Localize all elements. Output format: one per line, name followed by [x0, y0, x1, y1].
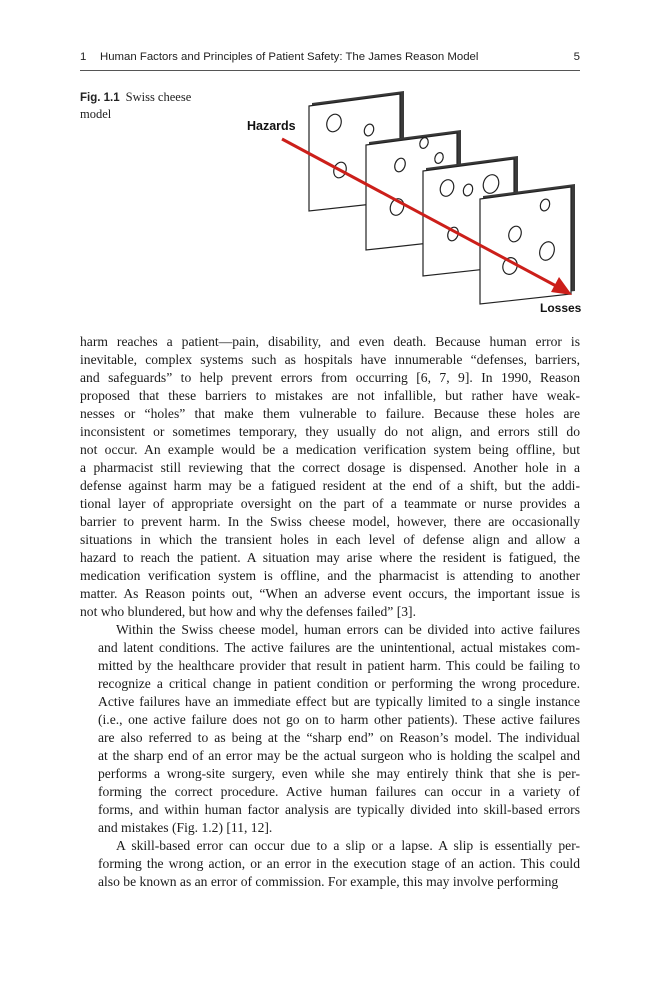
text-line: situations in which the transient holes in each level of defense align and allow a: [80, 532, 580, 547]
header-rule: [80, 70, 580, 71]
text-line: medication verification system is offline, and the pharmacist is attending to another: [80, 568, 580, 583]
paragraph-2: [80, 621, 580, 837]
text-line: forming the correct procedure. Active human failures can occur in a variety of: [98, 784, 580, 799]
text-line: Within the Swiss cheese model, human errors can be divided into active failures: [116, 622, 580, 637]
text-line: and safeguards” to help prevent errors from occurring [6, 7, 9]. In 1990, Reason: [80, 370, 580, 385]
losses-label: Losses: [540, 301, 582, 315]
text-line: recognize a critical change in patient condition or performing the wrong procedure.: [98, 676, 580, 691]
text-line: inevitable, complex systems such as hospitals have innumerable “defenses, barriers,: [80, 352, 580, 367]
chapter-number: 1: [80, 51, 87, 63]
text-line: nesses or “holes” that make them vulnerable to failure. Because these holes are: [80, 406, 580, 421]
chapter-title: Human Factors and Principles of Patient Safety: The James Reason Model: [100, 51, 479, 63]
text-line: matter. As Reason points out, “When an adverse event occurs, the important issue is: [80, 586, 580, 601]
text-line: and latent conditions. The active failures are the unintentional, actual mistakes com-: [98, 640, 580, 655]
text-line: performs a wrong-site surgery, even while she may entirely think that she is per-: [98, 766, 580, 781]
text-line: not who blundered, but how and why the defenses failed” [3].: [80, 604, 416, 619]
text-line: mitted by the healthcare provider that result in patient harm. This could be failing to: [98, 658, 580, 673]
text-line: defense against harm may be a fatigued resident at the end of a shift, but the addi-: [80, 478, 580, 493]
hazards-label: Hazards: [247, 119, 296, 133]
text-line: Active failures have an immediate effect but are typically limited to a single instance: [98, 694, 580, 709]
text-line: and mistakes (Fig. 1.2) [11, 12].: [98, 820, 273, 835]
running-header: [80, 50, 580, 70]
text-line: a pharmacist still reviewing that the correct dosage is dispensed. Another hole in a: [80, 460, 580, 475]
body-text: [80, 333, 580, 891]
text-line: are also referred to as being at the “sharp end” on Reason’s model. The individual: [98, 730, 580, 745]
text-line: (i.e., one active failure does not go on to harm other patients). These active failures: [98, 712, 580, 727]
figure-caption: [80, 89, 205, 122]
text-line: at the sharp end of an error may be the actual surgeon who is holding the scalpel and: [98, 748, 580, 763]
text-line: tional layer of appropriate oversight on the part of a teammate or nurse provides a: [80, 496, 580, 511]
text-line: also be known as an error of commission. For example, this may involve performing: [98, 874, 559, 889]
text-line: barrier to prevent harm. In the Swiss cheese model, however, there are occasionally: [80, 514, 580, 529]
text-line: not occur. An example would be a medication verification system being offline, but: [80, 442, 580, 457]
text-line: A skill-based error can occur due to a slip or a lapse. A slip is essentially per-: [116, 838, 580, 853]
text-line: forming the wrong action, or an error in the execution stage of an action. This could: [98, 856, 580, 871]
paragraph-3: [80, 837, 580, 891]
text-line: harm reaches a patient—pain, disability, and even death. Because human error is: [80, 334, 580, 349]
paragraph-1: [80, 333, 580, 621]
text-line: forms, and within human factor analysis are typically divided into skill-based errors: [98, 802, 580, 817]
figure-caption-text: Swiss cheese model: [80, 90, 192, 121]
text-line: proposed that these barriers to mistakes are not infallible, but rather have weak-: [80, 388, 580, 403]
swiss-cheese-figure: [240, 84, 585, 320]
text-line: inconsistent or sometimes temporary, they usually do not align, and errors still do: [80, 424, 580, 439]
figure-label: Fig. 1.1: [80, 92, 120, 104]
page-number: 5: [573, 51, 580, 63]
text-line: hazard to reach the patient. A situation may arise where the resident is fatigued, the: [80, 550, 580, 565]
